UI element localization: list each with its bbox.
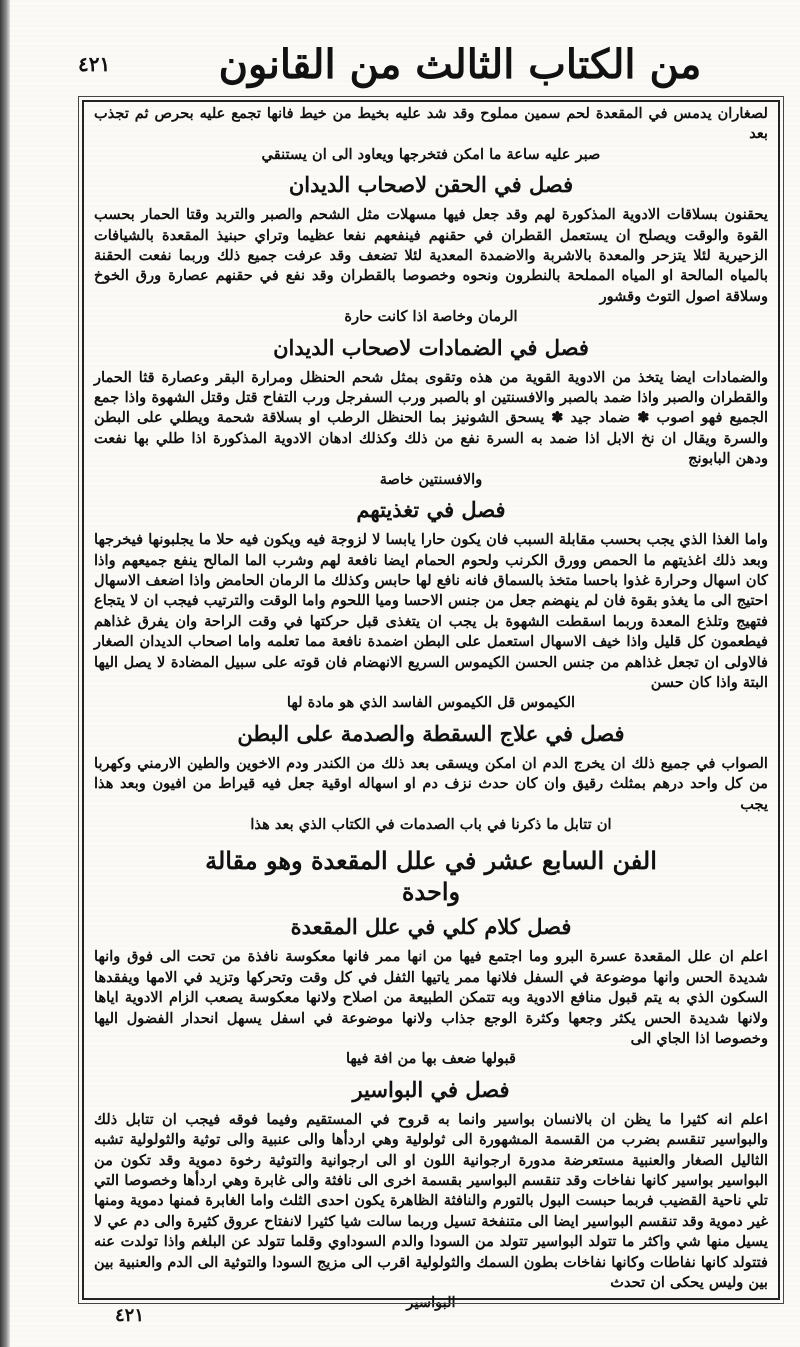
paragraph-end: الرمان وخاصة اذا كانت حارة (344, 308, 518, 326)
text-frame (82, 100, 780, 1312)
section-heading: فصل كلام كلي في علل المقعدة (290, 914, 572, 940)
section-heading: فصل في الضمادات لاصحاب الديدان (273, 334, 589, 360)
paragraph-end: والافسنتين خاصة (379, 470, 483, 488)
paragraph-end: قبولها ضعف بها من افة فيها (345, 1050, 517, 1068)
section-heading: فصل في البواسير (352, 1076, 510, 1102)
section-poultices (94, 328, 768, 490)
section-general-anal-diseases (94, 907, 768, 1069)
part-heading-line-1: الفن السابع عشر في علل المقعدة وهو مقالة (205, 846, 657, 876)
part-heading-line-2: واحدة (401, 877, 461, 907)
binding-shadow (0, 0, 10, 1347)
running-title: من الكتاب الثالث من القانون (218, 41, 702, 88)
section-hemorrhoids (94, 1070, 768, 1314)
paragraph-end: الكيموس قل الكيموس الفاسد الذي هو مادة لها (286, 694, 576, 712)
section-enemas (94, 165, 768, 327)
page-number: ٤٢١ (78, 52, 111, 76)
section-nutrition (94, 490, 768, 714)
text-body (84, 102, 778, 1314)
section-heading: فصل في تغذيتهم (356, 497, 506, 523)
paragraph-end: ان تتابل ما ذكرنا في باب الصدمات في الكتاب الذي بعد هذا (250, 815, 612, 833)
intro-paragraph (94, 104, 768, 165)
paragraph: لصغاران يدمس في المقعدة لحم سمين مملوح وقد شد عليه بخيط من خيط فانها تجمع عليه بحرص ثم تجذب بعد (94, 105, 768, 143)
paragraph: واما الغذا الذي يجب بحسب مقابلة السبب فان يكون حارا يابسا لا لزوجة فيه ويكون فيه حلا ما يجلبونها فيخرجها وبعد ذلك اغذيتهم ما الحمص وورق الكرنب ولحوم الحمام ايضا نافعة لهم وشرب الما المالح ينفع جميعهم واذا كان اسهال وحرارة غذوا باحسا متخذ بالسماق فانه نافع لها حابس وكذلك ما الرمان الحامض واذا اضعف الاسهال احتيج الى ما يغذو بقوة فان لم ينهضم جعل من جنس الاحسا وميا اللحوم واما الوقت والترتيب فيجب ان لا يتجاع فتهيج وتلذع المعدة وربما اسقطت الشهوة بل يجب ان يتغذى قبل حركتها في وقت الراحة وان يفرق غذاهم فيطعمون كل قليل واذا خيف الاسهال استعمل على البطن اضمدة نافعة مما تعلمه واما اصحاب الديدان الصغار فالاولى ان تجعل غذاهم من جنس الحسن الكيموس السريع الانهضام فان قوته على سبيل المضادة لا يصل اليها البتة واذا كان حسن (94, 531, 768, 691)
paragraph-end: البواسير (406, 1294, 456, 1312)
part-title-block (94, 845, 768, 907)
section-heading: فصل في علاج السقطة والصدمة على البطن (237, 720, 625, 746)
page-header (70, 30, 770, 100)
section-heading: فصل في الحقن لاصحاب الديدان (288, 172, 574, 198)
paragraph: اعلم ان علل المقعدة عسرة البرو وما اجتمع فيها من انها ممر فانها معكوسة نافذة من تحت الى فوق وانها شديدة الحس وانها موضوعة في السفل فلانها ممر ياتيها الثفل في كل وقت وتحركها وتزيد في الامها ويفقدها السكون الذي به يتم قبول منافع الادوية وبه تتمكن الطبيعة من اصلاح ولانها معكوسة يصعب الزام الادوية اياها ولانها شديدة الحس يكثر وجعها وكثرة الوجع جذاب ولانها موضوعة في اسفل يسهل انحدار الفضول اليها وخصوصا اذا الجاي الى (94, 948, 768, 1047)
section-fall-injury (94, 714, 768, 836)
paragraph: الصواب في جميع ذلك ان يخرج الدم ان امكن ويسقى بعد ذلك من الكندر ودم الاخوين والطين الارمني وكهربا من كل واحد درهم بمثلث رقيق وان كان حدث نزف دم او اسهاله اوقية جعل فيه قيراط من افيون وبعد هذا يجب (94, 754, 768, 813)
paragraph: والضمادات ايضا يتخذ من الادوية القوية من هذه وتقوى بمثل شحم الحنظل ومرارة البقر وعصارة قثا الحمار والقطران والصبر واذا ضمد بالصبر والافسنتين او بالصبر ورب السفرجل ورب التفاح قتل وقتل الشهوة واذا جمع الجميع فهو اصوب ✽ ضماد جيد ✽ يسحق الشونيز بما الحنظل الرطب او بسلاقة شحمة ويطلي على البطن والسرة ويقال ان نخ الابل اذا ضمد به السرة نفع من ذلك وكذلك ادهان الادوية المذكورة اذا طلي بها نفعت ودهن البابونج (94, 368, 768, 468)
paragraph: يحقنون بسلاقات الادوية المذكورة لهم وقد جعل فيها مسهلات مثل الشحم والصبر والتربد وقتا الحمار بحسب القوة والوقت ويصلح ان يستعمل القطران في حقنهم فينفعهم نفعا عظيما وتراي حبنيذ المقعدة بالشيافات الزحيرية لئلا يتزحر والمعدة بالاشربة والاضمدة المعدية لئلا تضعف وقد عرفت جميع ذلك وربما نفعت الحقنة بالمياه المالحة او المياه المملحة بالنطرون ونحوه وخصوصا بالقطران وقد نفع في حقنهم عصارة ورق الخوخ وسلاقة اصول التوث وقشور (94, 206, 768, 305)
signature-mark: ٤٢١ (115, 1305, 145, 1326)
paragraph: اعلم انه كثيرا ما يظن ان بالانسان بواسير وانما به قروح في المستقيم وفيما فوقه فيجب ان تتابل ذلك والبواسير تنقسم بضرب من القسمة المشهورة الى ثولولية وهي اردأها والى عنبية والى توثية والثولولية تشبه الثاليل الصغار والعنبية مستعرضة مدورة ارجوانية اللون او الى ارجوانية والتوثية رخوة دموية وقد تكون من البواسير بواسير كانها نفاخات وقد تنقسم البواسير بقسمة اخرى الى نافثة والى غابرة وهي اردأها وخصوصا التي تلي ناحية القضيب فربما حبست البول بالتورم والنافثة الظاهرة يكون احدى الثلث واما الغابرة فمنها دموية ومنها غير دموية وقد تنقسم البواسير ايضا الى متنفخة تسيل وربما سالت شيا كثيرا لانفتاح عروق كثيرة والى دم عي لا يسيل منها شي واكثر ما تتولد البواسير تتولد من السودا والدم السوداوي وقلما تتولد عن البلغم واذا تولدت عنه فتتولد كانها نفاطات وكانها نفاخات بطون السمك والثولولية اقرب الى مزيج السودا والتوثية الى الدم والعنبية بين بين وليس يحكى ان تحدث (94, 1110, 768, 1292)
paragraph-end: صبر عليه ساعة ما امكن فتخرجها ويعاود الى ان يستنقي (261, 145, 601, 163)
